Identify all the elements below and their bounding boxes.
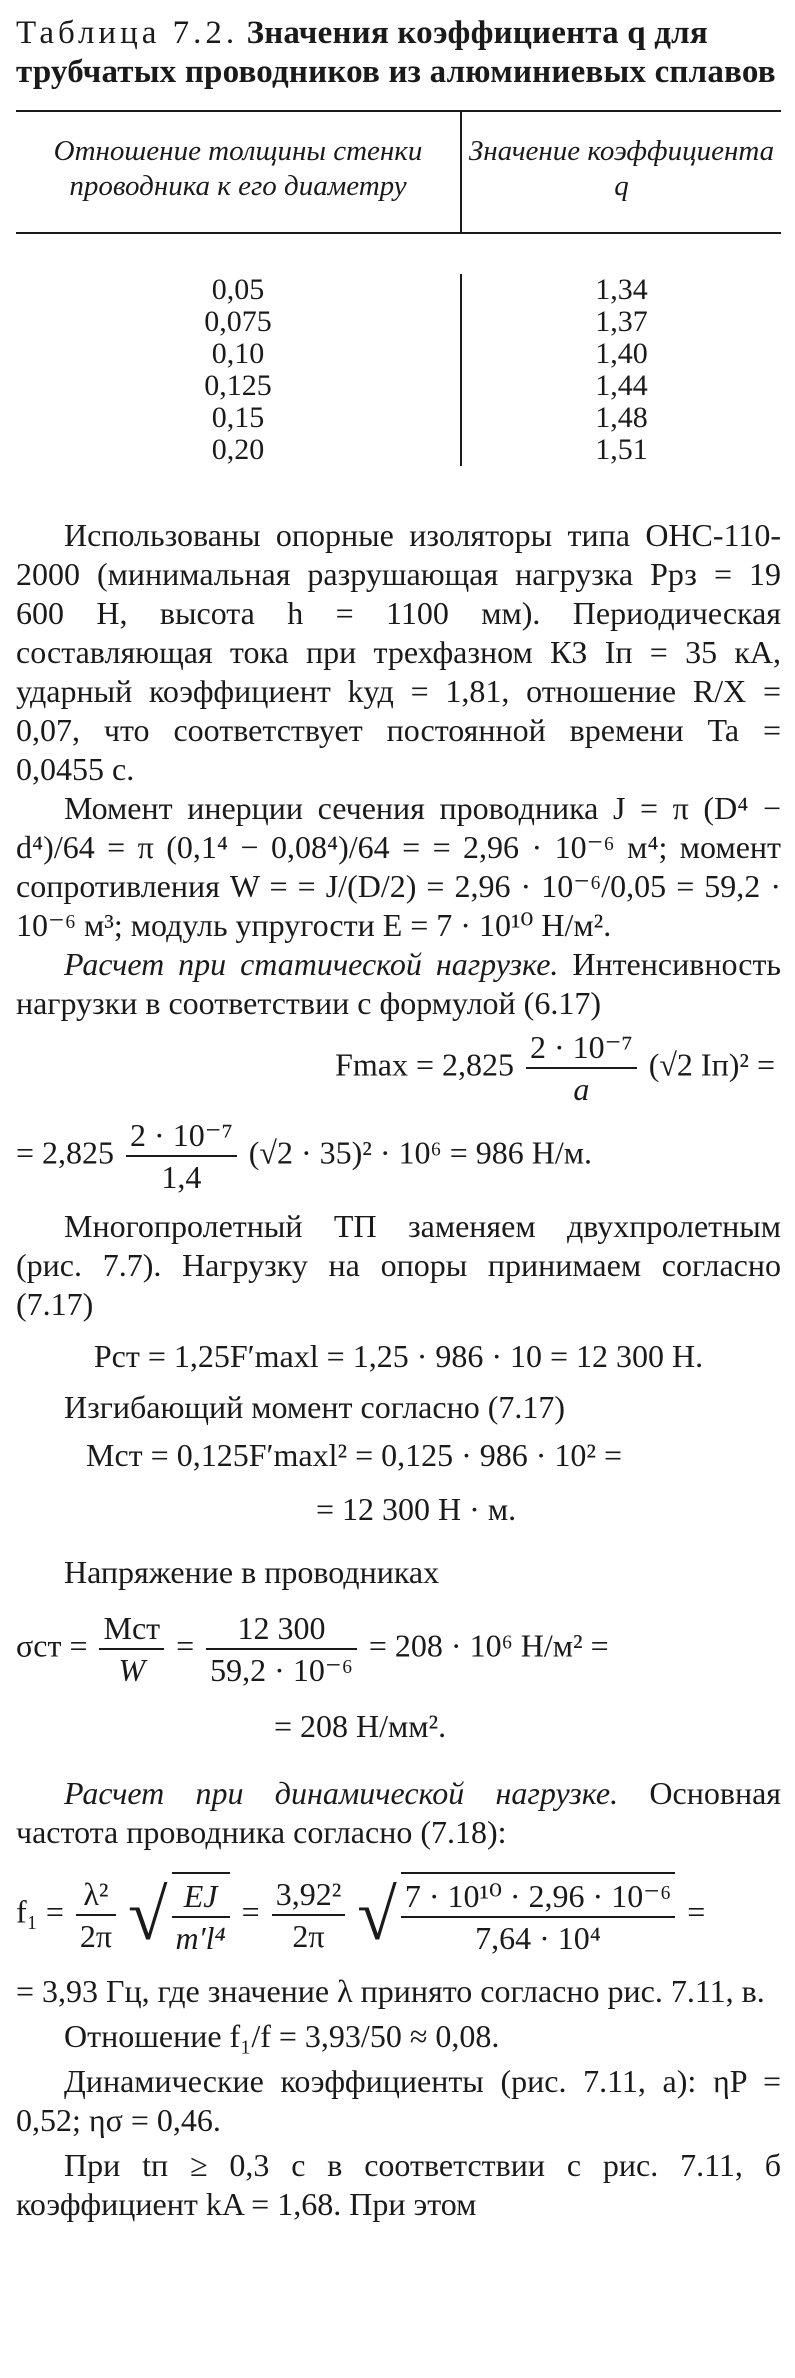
dynamic-heading: Расчет при динамической нагрузке. <box>64 1775 619 1811</box>
eq6-numerator-3: 3,92² <box>272 1874 346 1916</box>
equation-pst: Pст = 1,25F′maxl = 1,25 · 986 · 10 = 12 300 Н. <box>93 1338 704 1374</box>
q-column <box>462 274 781 466</box>
table-cell-ratio: 0,075 <box>204 305 272 338</box>
eq2-tail: (√2 · 35)² · 10⁶ = 986 Н/м. <box>248 1134 592 1171</box>
eq1-tail: (√2 Iп)² = <box>648 1046 775 1083</box>
table-caption-label: Таблица 7.2. <box>16 15 239 51</box>
table-cell-ratio: 0,15 <box>211 401 265 434</box>
table-cell-q: 1,40 <box>595 337 648 370</box>
table-cell-q: 1,37 <box>595 305 648 338</box>
paragraph-bending: Изгибающий момент согласно (7.17) <box>64 1389 565 1425</box>
paragraph-time: При tп ≥ 0,3 с в соответствии с рис. 7.11, б коэффициент kA = 1,68. При этом <box>16 2147 781 2222</box>
table-body <box>16 234 781 490</box>
static-text: Интенсивность нагрузки в соответствии с формулой (6.17) <box>16 946 782 1021</box>
col-header-q: Значение коэффициента q <box>468 135 775 202</box>
eq1-fraction <box>526 1027 637 1109</box>
paragraph-dynamic-coefficients: Динамические коэффициенты (рис. 7.11, а): ηP = 0,52; ησ = 0,46. <box>16 2063 781 2138</box>
eq2-lhs: = 2,825 <box>16 1134 115 1171</box>
equation-frequency: f₁ = $\frac{\text{λ²}}{2\pi}$ √ $\frac{EJ}{\text{m′l⁴}}$ = $\frac{\text{3,92²}}{2\pi}$ √ $\frac{\text{7 · 10¹⁰ · 2,96 · 10⁻⁶}}{\text{7,64 · 10⁴}}$ = <box>16 1872 781 1958</box>
table-cell-ratio: 0,10 <box>211 337 265 370</box>
paragraph-dynamic <box>16 1774 781 1852</box>
eq2-numerator: 2 · 10⁻⁷ <box>126 1115 237 1157</box>
eq6-denominator-4: 7,64 · 10⁴ <box>475 1920 601 1956</box>
equation-fmax-value <box>16 1115 781 1197</box>
eq1-numerator: 2 · 10⁻⁷ <box>526 1027 637 1069</box>
table-header <box>16 112 781 234</box>
sqrt-icon: √ <box>128 1875 168 1955</box>
paragraph-insulators: Использованы опорные изоляторы типа ОНС-110-2000 (минимальная разрушающая нагрузка Pрз = 19 600 Н, высота h = 1100 мм). Периодическая составляющая тока при трехфазном КЗ Iп = 35 кА, ударный коэффициент kуд = 1,81, отношение R/X = 0,07, что соответствует постоянной времени Ta = 0,0455 с. <box>16 517 781 787</box>
eq6-fraction-4 <box>401 1872 675 1958</box>
table-caption-title: Значения коэффициента q для трубчатых проводников из алюминиевых сплавов <box>16 15 776 90</box>
col-header-ratio: Отношение толщины стенки проводника к его диаметру <box>16 112 462 232</box>
ratio-column <box>16 274 462 466</box>
table-cell-q: 1,34 <box>595 273 648 306</box>
eq6-numerator-2: EJ <box>172 1876 230 1918</box>
table-cell-ratio: 0,20 <box>211 433 265 466</box>
eq6-denominator-2: m′l⁴ <box>175 1920 226 1956</box>
eq6-denominator-1: 2π <box>79 1918 113 1954</box>
eq6-fraction-1 <box>76 1874 116 1956</box>
eq6-fraction-3 <box>272 1874 346 1956</box>
eq5-denominator-2: 59,2 · 10⁻⁶ <box>210 1652 353 1688</box>
eq1-denominator: a <box>573 1071 590 1107</box>
eq5-numerator-2: 12 300 <box>206 1608 357 1650</box>
eq5-tail: = 208 · 10⁶ Н/м² = <box>368 1627 609 1664</box>
equation-fmax <box>16 1027 781 1109</box>
eq6-lhs: f₁ = <box>16 1893 64 1930</box>
table-cell-q: 1,48 <box>595 401 648 434</box>
eq6-denominator-3: 2π <box>292 1918 325 1954</box>
static-heading: Расчет при статической нагрузке. <box>64 946 559 982</box>
eq5-denominator-1: W <box>118 1652 146 1688</box>
paragraph-ratio: Отношение f₁/f = 3,93/50 ≈ 0,08. <box>64 2018 500 2054</box>
eq6-numerator-4: 7 · 10¹⁰ · 2,96 · 10⁻⁶ <box>401 1876 675 1918</box>
paragraph-inertia: Момент инерции сечения проводника J = π (D⁴ − d⁴)/64 = π (0,1⁴ − 0,08⁴)/64 = = 2,96 · 10⁻⁶ м⁴; момент сопротивления W = = J/(D/2) = 2,96 · 10⁻⁶/0,05 = 59,2 · 10⁻⁶ м³; модуль упругости E = 7 · 10¹⁰ Н/м². <box>16 790 781 943</box>
eq6-fraction-2 <box>172 1872 230 1958</box>
table-caption <box>16 14 781 92</box>
eq6-numerator-1: λ² <box>76 1874 116 1916</box>
equation-mst-result: = 12 300 Н · м. <box>316 1491 517 1527</box>
paragraph-stress: Напряжение в проводниках <box>64 1554 440 1590</box>
table-cell-q: 1,51 <box>595 433 648 466</box>
table-cell-ratio: 0,05 <box>211 273 265 306</box>
paragraph-frequency-result: = 3,93 Гц, где значение λ принято согласно рис. 7.11, в. <box>16 1973 765 2009</box>
coefficient-table <box>16 110 781 490</box>
eq1-lhs: Fmax = 2,825 <box>335 1046 514 1083</box>
eq2-denominator: 1,4 <box>161 1159 202 1195</box>
eq5-fraction-1 <box>99 1608 164 1690</box>
dynamic-text: Основная частота проводника согласно (7.18): <box>16 1775 782 1850</box>
eq5-fraction-2 <box>206 1608 357 1690</box>
sqrt-icon: √ <box>357 1875 397 1955</box>
equation-mst: Mст = 0,125F′maxl² = 0,125 · 986 · 10² = <box>86 1437 623 1473</box>
equation-sigma: σст = $\frac{\text{Mст}}{W}$ = $\frac{12 300}{\text{59,2 · 10⁻⁶}}$ = 208 · 10⁶ Н/м² = <box>16 1610 609 1688</box>
eq2-fraction <box>126 1115 237 1197</box>
eq5-numerator-1: Mст <box>99 1608 164 1650</box>
table-cell-q: 1,44 <box>595 369 648 402</box>
eq5-lhs: σст = <box>16 1627 88 1664</box>
paragraph-static <box>16 945 781 1023</box>
equation-sigma-result: = 208 Н/мм². <box>274 1708 447 1744</box>
paragraph-multispan: Многопролетный ТП заменяем двухпролетным (рис. 7.7). Нагрузку на опоры принимаем согласно (7.17) <box>16 1208 781 1322</box>
table-cell-ratio: 0,125 <box>204 369 272 402</box>
